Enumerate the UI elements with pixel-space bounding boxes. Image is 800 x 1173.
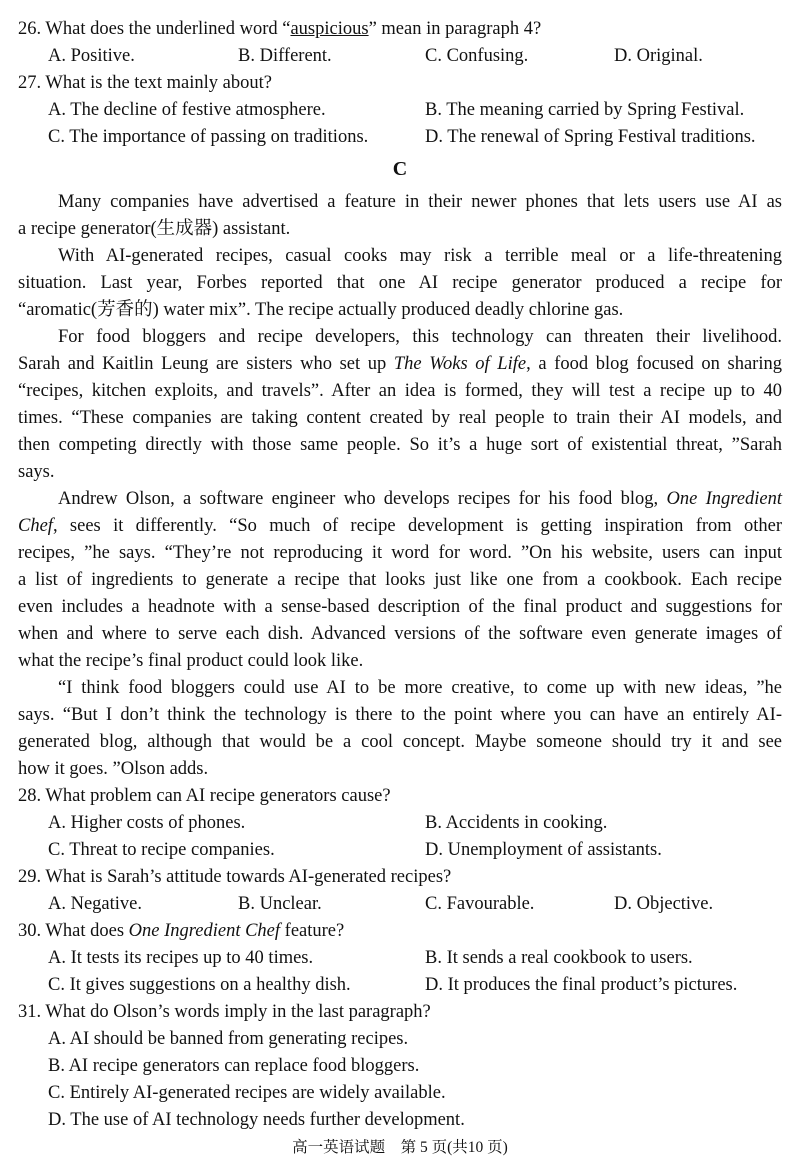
blog-title-one-ingredient: One Ingredient <box>666 489 782 509</box>
question-30-option-d: D. It produces the final product’s pictures. <box>425 975 738 995</box>
passage-p4-line-7: what the recipe’s final product could look like. <box>18 651 364 671</box>
passage-p5-line-1: “I think food bloggers could use AI to be more creative, to come up with new ideas, ”he <box>58 678 782 698</box>
passage-p5-line-4: how it goes. ”Olson adds. <box>18 759 209 779</box>
passage-p2-line-1: With AI-generated recipes, casual cooks may risk a terrible meal or a life-threatening <box>58 246 782 266</box>
blog-title-woks-of-life: The Woks of Life <box>393 354 527 374</box>
blog-title-chef: Chef <box>18 516 53 536</box>
passage-p3-line-5: then competing directly with those same people. So it’s a huge sort of existential threat, ”Sarah <box>18 435 782 455</box>
question-29-option-a: A. Negative. <box>48 894 143 914</box>
question-26-stem: 26. What does the underlined word “auspicious” mean in paragraph 4? <box>18 19 542 39</box>
passage-p3-line-1: For food bloggers and recipe developers, this technology can threaten their livelihood. <box>58 327 782 347</box>
question-26-option-a: A. Positive. <box>48 46 135 66</box>
passage-p4-line-6: when and where to serve each dish. Advanced versions of the software even generate images of <box>18 624 782 644</box>
question-30-option-b: B. It sends a real cookbook to users. <box>425 948 693 968</box>
question-27-option-a: A. The decline of festive atmosphere. <box>48 100 326 120</box>
question-31-option-d: D. The use of AI technology needs further development. <box>48 1110 465 1130</box>
question-26-option-c: C. Confusing. <box>425 46 529 66</box>
question-31-stem: 31. What do Olson’s words imply in the last paragraph? <box>18 1002 431 1022</box>
question-30-option-a: A. It tests its recipes up to 40 times. <box>48 948 314 968</box>
question-31-option-b: B. AI recipe generators can replace food bloggers. <box>48 1056 420 1076</box>
question-27-option-c: C. The importance of passing on traditions. <box>48 127 369 147</box>
passage-p3-line-3: “recipes, kitchen exploits, and travels”. After an idea is formed, they will test a recipe up to 40 <box>18 381 782 401</box>
question-26-option-b: B. Different. <box>238 46 332 66</box>
question-27-stem: 27. What is the text mainly about? <box>18 73 272 93</box>
underlined-word: auspicious <box>290 19 369 39</box>
question-28-option-a: A. Higher costs of phones. <box>48 813 246 833</box>
passage-p3-line-4: times. “These companies are taking content created by real people to train their AI models, and <box>18 408 782 428</box>
passage-p4-line-3: recipes, ”he says. “They’re not reproducing it word for word. ”On his website, users can input <box>18 543 782 563</box>
question-30-stem: 30. What does One Ingredient Chef feature? <box>18 921 345 941</box>
passage-p2-line-2: situation. Last year, Forbes reported that one AI recipe generator produced a recipe for <box>18 273 782 293</box>
question-29-option-d: D. Objective. <box>614 894 714 914</box>
passage-p3-line-6: says. <box>18 462 55 482</box>
passage-p4-line-2: Chef, sees it differently. “So much of recipe development is getting inspiration from other <box>18 516 782 536</box>
passage-p1-line-2: a recipe generator(生成器) assistant. <box>18 219 291 239</box>
passage-p1-line-1: Many companies have advertised a feature in their newer phones that lets users use AI as <box>58 192 782 212</box>
question-28-option-d: D. Unemployment of assistants. <box>425 840 662 860</box>
question-26-option-d: D. Original. <box>614 46 703 66</box>
passage-p4-line-5: even includes a headnote with a sense-based description of the final product and suggestions for <box>18 597 782 617</box>
question-29-stem: 29. What is Sarah’s attitude towards AI-generated recipes? <box>18 867 452 887</box>
question-29-option-c: C. Favourable. <box>425 894 535 914</box>
question-28-option-b: B. Accidents in cooking. <box>425 813 608 833</box>
page-footer: 高一英语试题 第 5 页(共10 页) <box>292 1139 508 1156</box>
question-31-option-c: C. Entirely AI-generated recipes are widely available. <box>48 1083 446 1103</box>
question-28-stem: 28. What problem can AI recipe generators cause? <box>18 786 391 806</box>
section-heading: C <box>392 158 408 180</box>
passage-p4-line-4: a list of ingredients to generate a recipe that looks just like one from a cookbook. Each recipe <box>18 570 782 590</box>
question-31-option-a: A. AI should be banned from generating recipes. <box>48 1029 409 1049</box>
passage-p5-line-3: generated blog, although that would be a cool concept. Maybe someone should try it and see <box>18 732 782 752</box>
passage-p2-line-3: “aromatic(芳香的) water mix”. The recipe actually produced deadly chlorine gas. <box>18 300 624 320</box>
question-27-option-d: D. The renewal of Spring Festival traditions. <box>425 127 756 147</box>
question-27-option-b: B. The meaning carried by Spring Festival. <box>425 100 745 120</box>
question-29-option-b: B. Unclear. <box>238 894 322 914</box>
passage-p4-line-1: Andrew Olson, a software engineer who develops recipes for his food blog, One Ingredient <box>58 489 782 509</box>
question-28-option-c: C. Threat to recipe companies. <box>48 840 275 860</box>
passage-p5-line-2: says. “But I don’t think the technology is there to the point where you can have an entirely AI- <box>18 705 782 725</box>
question-30-option-c: C. It gives suggestions on a healthy dish. <box>48 975 351 995</box>
passage-p3-line-2: Sarah and Kaitlin Leung are sisters who set up The Woks of Life, a food blog focused on sharing <box>18 354 782 374</box>
